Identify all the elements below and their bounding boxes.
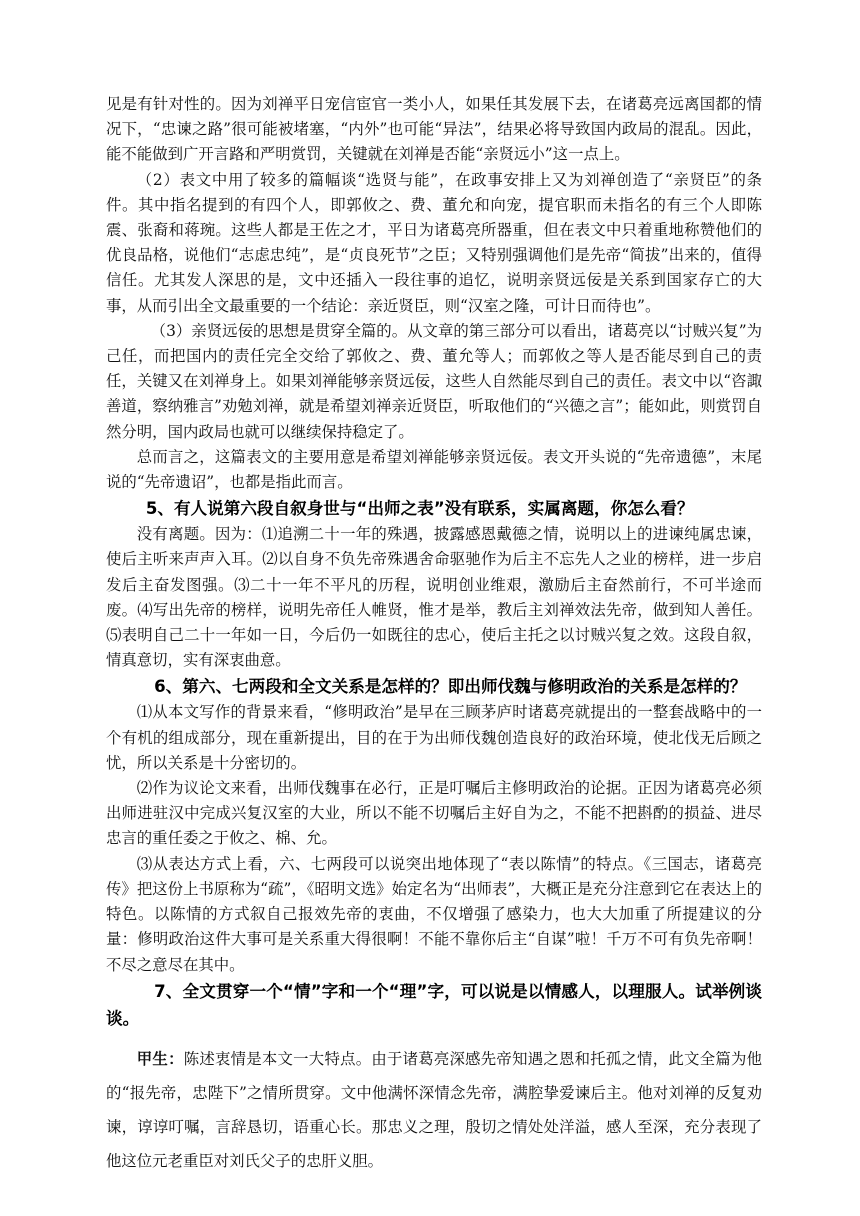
document-page: [106, 92, 762, 1178]
paragraph-1-continued: 见是有针对性的。因为刘禅平日宠信宦官一类小人，如果任其发展下去，在诸葛亮远离国都的情况下，“忠谏之路”很可能被堵塞，“内外”也可能“异法”，结果必将导致国内政局的混乱。因此，能不能做到广开言路和严明赏罚，关键就在刘禅是否能“亲贤远小”这一点上。: [106, 95, 762, 164]
question-5-heading: 5、有人说第六段自叙身世与“出师之表”没有联系，实属离题，你怎么看？: [145, 499, 694, 519]
question-7-heading: 7、全文贯穿一个“情”字和一个“理”字，可以说是以情感人，以理服人。试举例谈谈。: [106, 981, 762, 1028]
speaker-label: 甲生：: [136, 1049, 184, 1068]
question-6-heading: 6、第六、七两段和全文关系是怎样的？即出师伐魏与修明政治的关系是怎样的？: [154, 677, 747, 697]
answer-7-text: 陈述衷情是本文一大特点。由于诸葛亮深感先帝知遇之恩和托孤之情，此文全篇为他的“报先帝，忠陛下”之情所贯穿。文中他满怀深情念先帝，满腔挚爱谏后主。他对刘禅的反复劝谏，谆谆叮嘱，言辞恳切，语重心长。那忠义之理，殷切之情处处洋溢，感人至深，充分表现了他这位元老重臣对刘氏父子的忠肝义胆。: [106, 1049, 762, 1170]
answer-7-student-a: [106, 1042, 762, 1178]
answer-5: 没有离题。因为：⑴追溯二十一年的殊遇，披露感恩戴德之情，说明以上的进谏纯属忠谏，使后主听来声声入耳。⑵以自身不负先帝殊遇舍命驱驰作为后主不忘先人之业的榜样，进一步启发后主奋发图强。⑶二十一年不平凡的历程，说明创业维艰，激励后主奋然前行，不可半途而废。⑷写出先帝的榜样，说明先帝任人帷贤，惟才是举，教后主刘禅效法先帝，做到知人善任。⑸表明自己二十一年如一日，今后仍一如既往的忠心，使后主托之以讨贼兴复之效。这段自叙，情真意切，实有深衷曲意。: [106, 525, 762, 670]
answer-6-part-1: ⑴从本文写作的背景来看，“修明政治”是早在三顾茅庐时诸葛亮就提出的一整套战略中的一个有机的组成部分，现在重新提出，目的在于为出师伐魏创造良好的政治环境，使北伐无后顾之忧，所以关系是十分密切的。: [106, 703, 762, 772]
paragraph-point-2: （2）表文中用了较多的篇幅谈“选贤与能”，在政事安排上又为刘禅创造了“亲贤臣”的条件。其中指名提到的有四个人，即郭攸之、费、董允和向宠，提官职而未指名的有三个人即陈震、张裔和蒋琬。这些人都是王佐之才，平日为诸葛亮所器重，但在表文中只着重地称赞他们的优良品格，说他们“志虑忠纯”，是“贞良死节”之臣；又特别强调他们是先帝“简拔”出来的，值得信任。尤其发人深思的是，文中还插入一段往事的追忆，说明亲贤远佞是关系到国家存亡的大事，从而引出全文最重要的一个结论：亲近贤臣，则“汉室之隆，可计日而待也”。: [106, 170, 762, 315]
answer-6-part-2: ⑵作为议论文来看，出师伐魏事在必行，正是叮嘱后主修明政治的论据。正因为诸葛亮必须出师进驻汉中完成兴复汉室的大业，所以不能不切嘱后主好自为之，不能不把斟酌的损益、进尽忠言的重任委之于攸之、棉、允。: [106, 779, 762, 848]
paragraph-summary: 总而言之，这篇表文的主要用意是希望刘禅能够亲贤远佞。表文开头说的“先帝遗德”，末尾说的“先帝遗诏”，也都是指此而言。: [106, 447, 762, 492]
answer-6-part-3: ⑶从表达方式上看，六、七两段可以说突出地体现了“表以陈情”的特点。《三国志，诸葛亮传》把这份上书原称为“疏”，《昭明文选》始定名为“出师表”，大概正是充分注意到它在表达上的特色。以陈情的方式叙自己报效先帝的衷曲，不仅增强了感染力，也大大加重了所提建议的分量：修明政治这件大事可是关系重大得很啊！不能不靠你后主“自谋”啦！千万不可有负先帝啊！不尽之意尽在其中。: [106, 854, 762, 974]
paragraph-point-3: （3）亲贤远佞的思想是贯穿全篇的。从文章的第三部分可以看出，诸葛亮以“讨贼兴复”为己任，而把国内的责任完全交给了郭攸之、费、董允等人；而郭攸之等人是否能尽到自己的责任，关键又在刘禅身上。如果刘禅能够亲贤远佞，这些人自然能尽到自己的责任。表文中以“咨諏善道，察纳雅言”劝勉刘禅，就是希望刘禅亲近贤臣，听取他们的“兴德之言”；能如此，则赏罚自然分明，国内政局也就可以继续保持稳定了。: [106, 321, 762, 441]
